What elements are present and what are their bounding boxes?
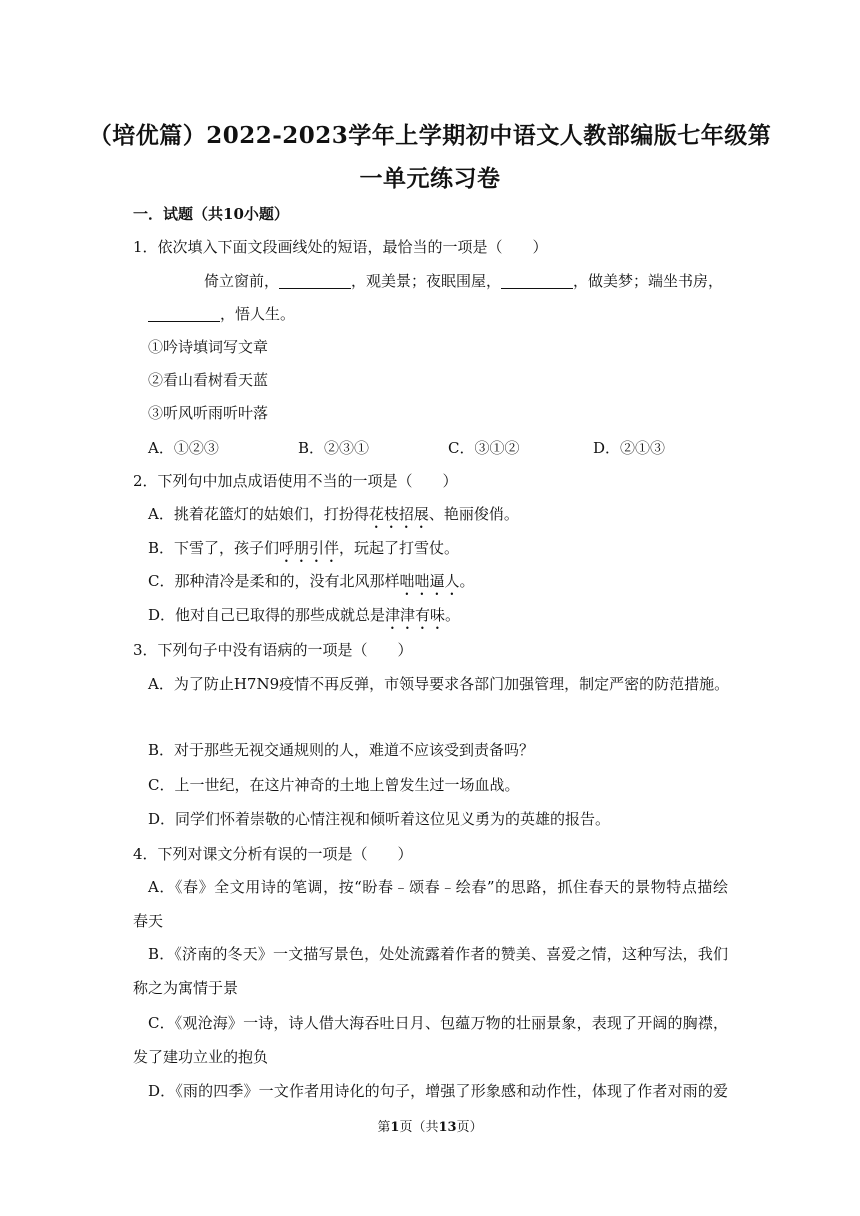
page-title-line1: （培优篇）2022-2023学年上学期初中语文人教部编版七年级第 [88,122,772,149]
question-4-option-c-line1: C．《观沧海》一诗，诗人借大海吞吐日月、包蕴万物的壮丽景象，表现了开阔的胸襟， [148,1014,728,1032]
question-2-option-a [148,503,519,532]
question-2-stem: 2．下列句中加点成语使用不当的一项是（ ） [133,472,458,490]
question-2-option-c [148,570,475,599]
option-text: A．挑着花篮灯的姑娘们，打扮得 [148,505,369,523]
blank-2 [501,272,573,289]
passage-text: ，观美景；夜眠围屋， [351,272,502,290]
question-4-option-d-line1: D．《雨的四季》一文作者用诗化的句子，增强了形象感和动作性，体现了作者对雨的爱 [148,1082,728,1100]
footer-text: 页） [456,1120,483,1135]
question-2-option-d [148,604,460,633]
question-1-passage-line1 [204,270,723,292]
question-3-option-a: A．为了防止H7N9疫情不再反弹，市领导要求各部门加强管理，制定严密的防范措施。 [148,675,730,693]
footer-text: 第 [377,1120,391,1135]
footer-total-pages: 13 [438,1120,457,1135]
section-heading: 一．试题（共10小题） [133,205,289,223]
question-4-option-b-line1: B．《济南的冬天》一文描写景色，处处流露着作者的赞美、喜爱之情，这种写法，我们 [148,945,728,963]
option-text: 。 [445,606,461,624]
choice-b: B．②③① [298,439,370,457]
question-4-option-a-line2: 春天 [133,912,164,930]
dotted-idiom: 呼朋引伴 [279,539,340,557]
question-3-option-b: B．对于那些无视交通规则的人，难道不应该受到责备吗？ [148,741,535,759]
passage-text: ，悟人生。 [220,305,296,323]
question-1-passage-line2 [148,303,295,325]
question-4-option-c-line2: 发了建功立业的抱负 [133,1048,269,1066]
option-text: ，玩起了打雪仗。 [339,539,460,557]
question-3-option-d: D．同学们怀着崇敬的心情注视和倾听着这位见义勇为的英雄的报告。 [148,810,611,828]
page-footer [0,1116,860,1135]
footer-text: 页（共 [399,1120,439,1135]
question-4-option-b-line2: 称之为寓情于景 [133,979,239,997]
choice-d: D．②①③ [593,439,666,457]
question-1-item-1: ①吟诗填词写文章 [148,338,269,356]
choice-c: C．③①② [448,439,520,457]
question-1-item-2: ②看山看树看天蓝 [148,371,269,389]
question-1-item-3: ③听风听雨听叶落 [148,404,269,422]
page-title-line2: 一单元练习卷 [359,165,501,192]
dotted-idiom: 津津有味 [385,606,446,624]
dotted-idiom: 咄咄逼人 [399,572,460,590]
passage-text: 倚立窗前， [204,272,280,290]
option-text: 。 [459,572,475,590]
option-text: B．下雪了，孩子们 [148,539,280,557]
question-1-stem: 1．依次填入下面文段画线处的短语，最恰当的一项是（ ） [133,238,548,256]
choice-a: A．①②③ [148,439,219,457]
blank-1 [279,272,351,289]
footer-page-number: 1 [390,1120,400,1135]
question-3-option-c: C．上一世纪，在这片神奇的土地上曾发生过一场血战。 [148,776,520,794]
question-4-stem: 4．下列对课文分析有误的一项是（ ） [133,845,413,863]
question-2-option-b [148,537,459,566]
option-text: 、艳丽俊俏。 [428,505,519,523]
question-4-option-a-line1: A．《春》全文用诗的笔调，按“盼春﹣颂春﹣绘春”的思路，抓住春天的景物特点描绘 [148,878,728,896]
option-text: C．那种清冷是柔和的，没有北风那样 [148,572,400,590]
passage-text: ，做美梦；端坐书房， [573,272,724,290]
blank-3 [148,305,220,322]
option-text: D．他对自己已取得的那些成就总是 [148,606,386,624]
question-3-stem: 3．下列句子中没有语病的一项是（ ） [133,641,413,659]
dotted-idiom: 花枝招展 [368,505,429,523]
